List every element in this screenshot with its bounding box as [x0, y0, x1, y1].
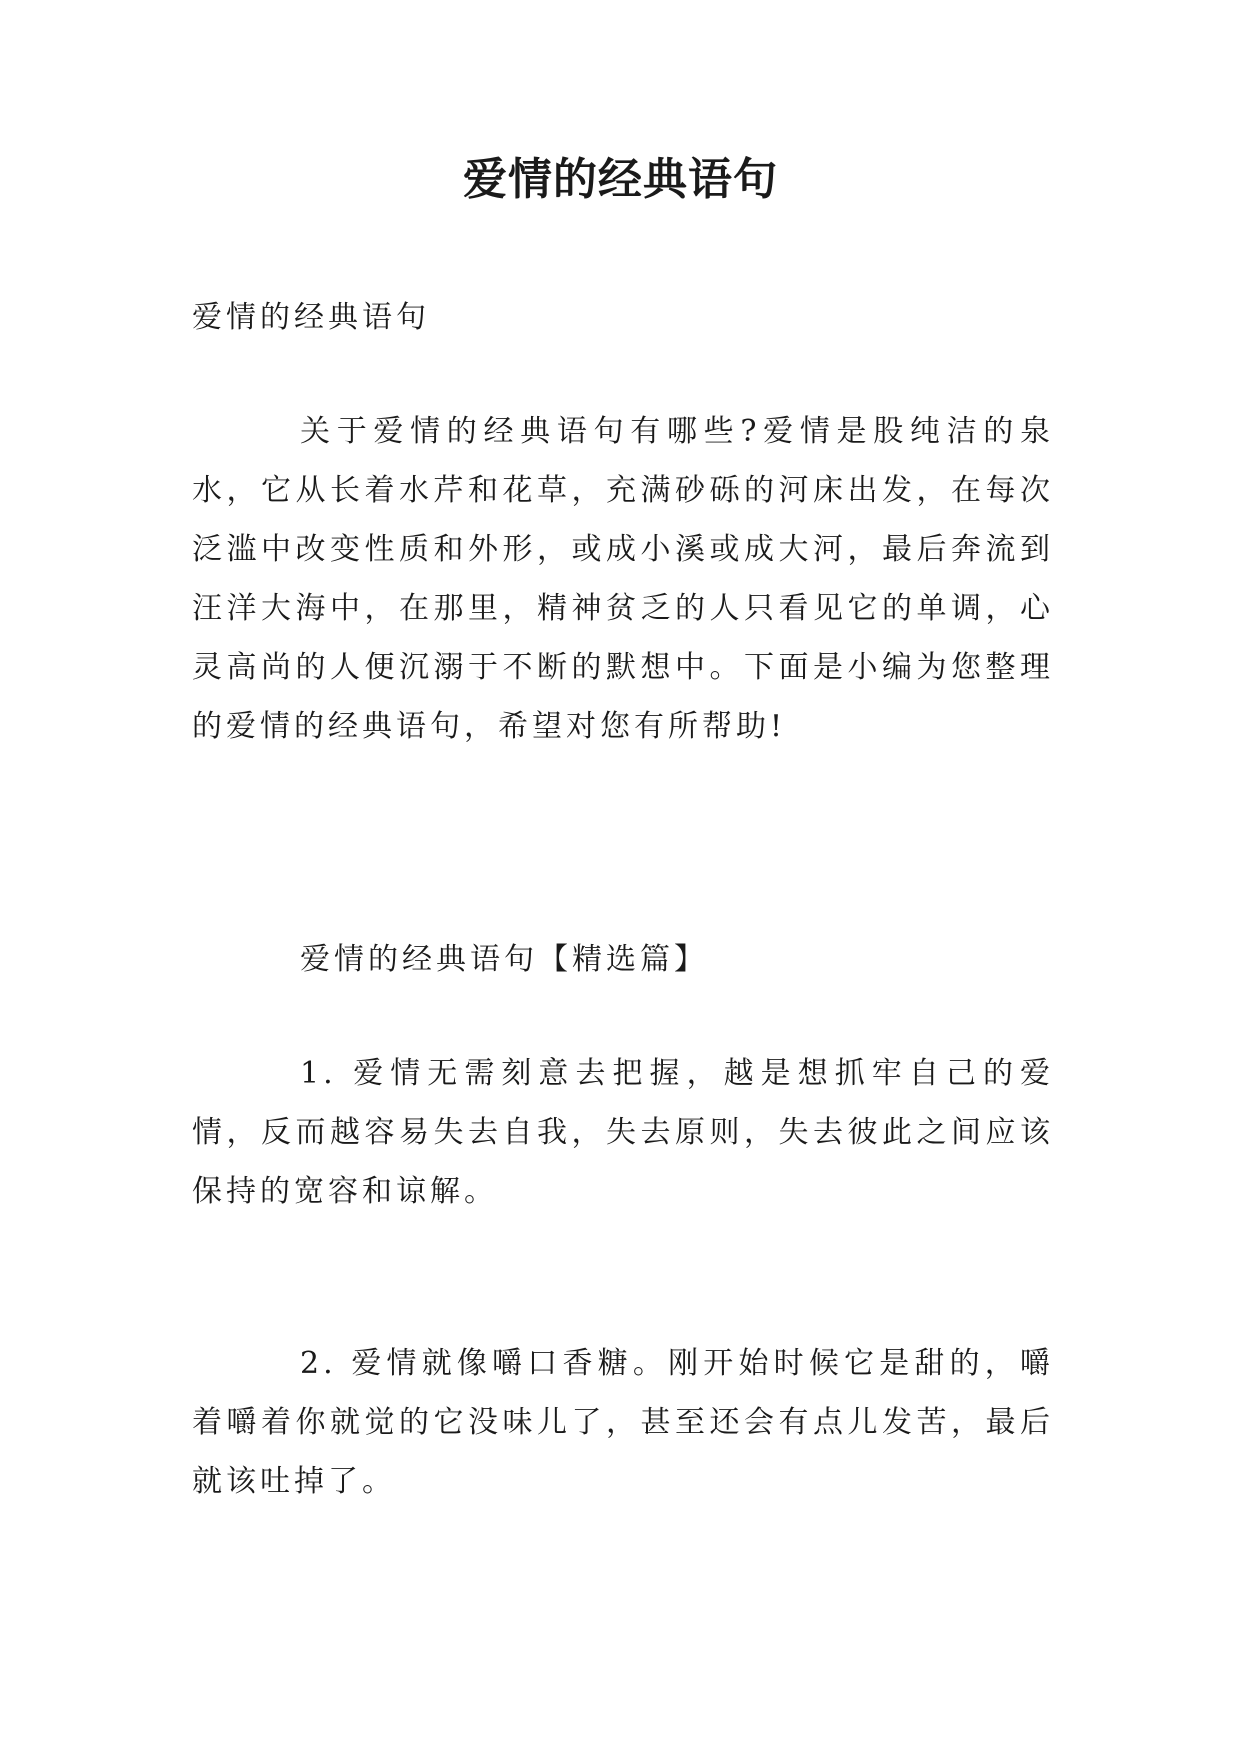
document-title: 爱情的经典语句 [463, 154, 778, 205]
intro-paragraph: 关于爱情的经典语句有哪些?爱情是股纯洁的泉水，它从长着水芹和花草，充满砂砾的河床出发，在每次泛滥中改变性质和外形，或成小溪或成大河，最后奔流到汪洋大海中，在那里，精神贫乏的人只看见它的单调，心灵高尚的人便沉溺于不断的默想中。下面是小编为您整理的爱情的经典语句，希望对您有所帮助! [192, 414, 1054, 744]
document-subtitle: 爱情的经典语句 [192, 300, 430, 335]
quote-item: 1. 爱情无需刻意去把握，越是想抓牢自己的爱情，反而越容易失去自我，失去原则，失去彼此之间应该保持的宽容和谅解。 [192, 1056, 1054, 1209]
section-heading: 爱情的经典语句【精选篇】 [300, 942, 708, 977]
quote-item: 2. 爱情就像嚼口香糖。刚开始时候它是甜的，嚼着嚼着你就觉的它没味儿了，甚至还会有点儿发苦，最后就该吐掉了。 [192, 1346, 1054, 1499]
